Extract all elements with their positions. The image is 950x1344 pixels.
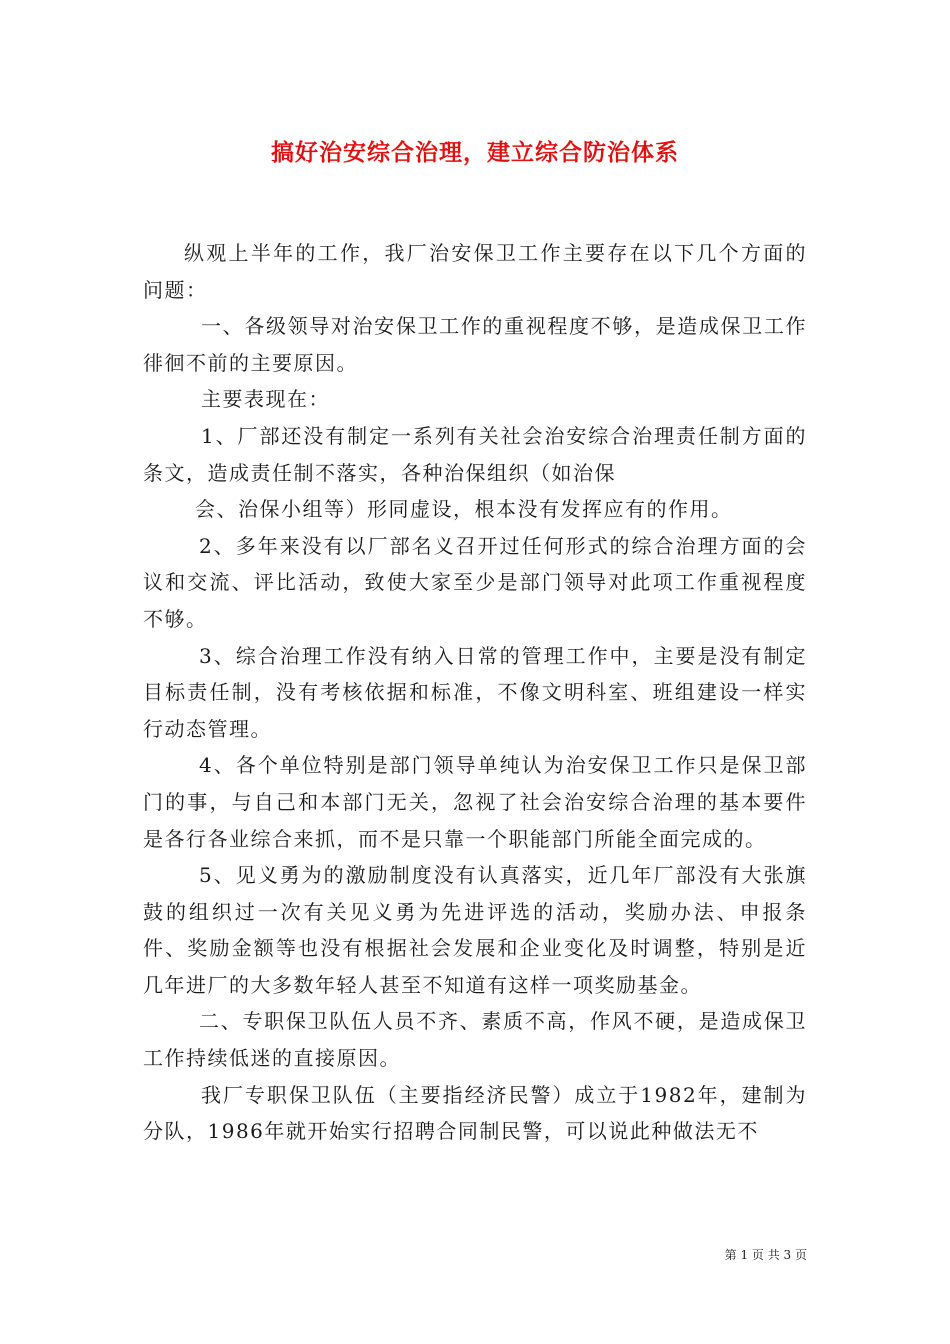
page-number-footer: 第 1 页 共 3 页 [724, 1248, 807, 1262]
paragraph-item-3: 3、综合治理工作没有纳入日常的管理工作中，主要是没有制定目标责任制，没有考核依据和标准，不像文明科室、班组建设一样实行动态管理。 [143, 643, 807, 741]
paragraph-item-2: 2、多年来没有以厂部名义召开过任何形式的综合治理方面的会议和交流、评比活动，致使大家至少是部门领导对此项工作重视程度不够。 [143, 533, 807, 631]
document-body [143, 235, 807, 1150]
paragraph-security-team: 我厂专职保卫队伍（主要指经济民警）成立于1982年，建制为分队，1986年就开始实行招聘合同制民警，可以说此种做法无不 [143, 1082, 807, 1144]
paragraph-item-1: 1、厂部还没有制定一系列有关社会治安综合治理责任制方面的条文，造成责任制不落实，各种治保组织（如治保 [143, 423, 807, 485]
paragraph-main-manifestations: 主要表现在： [201, 387, 330, 412]
paragraph-item-5: 5、见义勇为的激励制度没有认真落实，近几年厂部没有大张旗鼓的组织过一次有关见义勇为先进评选的活动，奖励办法、申报条件、奖励金额等也没有根据社会发展和企业变化及时调整，特别是近几年进厂的大多数年轻人甚至不知道有这样一项奖励基金。 [143, 863, 807, 997]
paragraph-intro: 纵观上半年的工作，我厂治安保卫工作主要存在以下几个方面的问题： [143, 241, 807, 302]
paragraph-item-4: 4、各个单位特别是部门领导单纯认为治安保卫工作只是保卫部门的事，与自己和本部门无关，忽视了社会治安综合治理的基本要件是各行各业综合来抓，而不是只靠一个职能部门所能全面完成的。 [143, 753, 807, 851]
paragraph-section-2: 二、专职保卫队伍人员不齐、素质不高，作风不硬，是造成保卫工作持续低迷的直接原因。 [143, 1009, 807, 1071]
paragraph-item-1-continued: 会、治保小组等）形同虚设，根本没有发挥应有的作用。 [195, 497, 733, 522]
paragraph-section-1: 一、各级领导对治安保卫工作的重视程度不够，是造成保卫工作徘徊不前的主要原因。 [143, 314, 807, 375]
page-title: 搞好治安综合治理，建立综合防治体系 [271, 139, 679, 166]
